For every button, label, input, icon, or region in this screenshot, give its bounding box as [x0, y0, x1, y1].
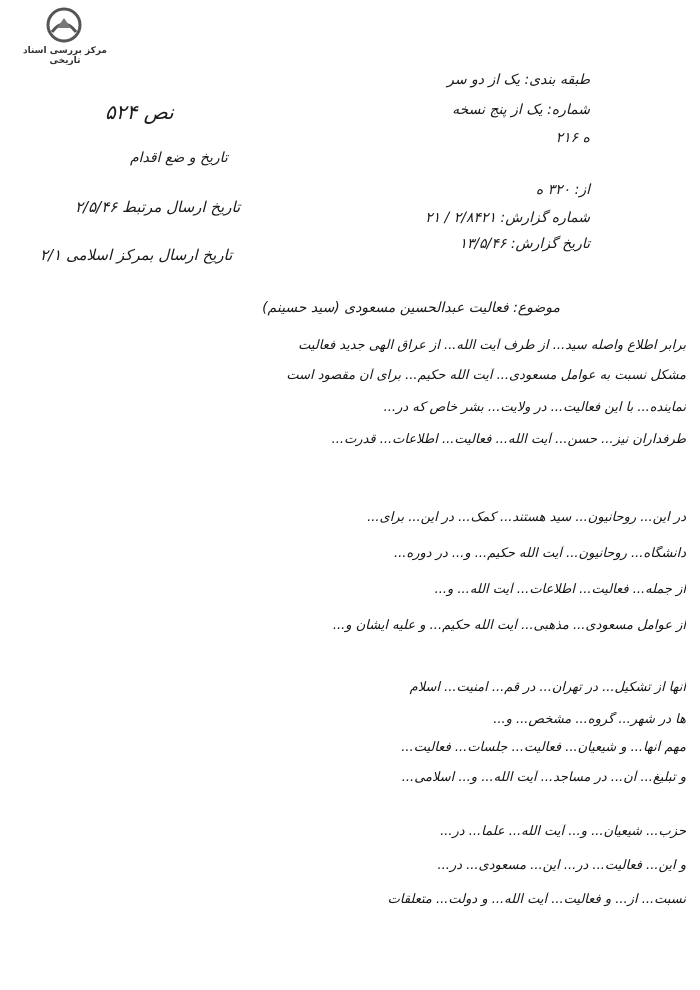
subject-line: موضوع: فعالیت عبدالحسین مسعودی (سید حسینم): [262, 300, 560, 316]
body-line: حزب... شیعیان... و... آیت الله... علما... در...: [440, 824, 686, 839]
body-line: مهم آنها... و شیعیان... فعالیت... جلسات... فعالیت...: [401, 740, 686, 755]
body-line: در این... روحانیون... سید هستند... کمک... در این... برای...: [367, 510, 686, 525]
archive-emblem-icon: [43, 6, 85, 44]
forward-date-line: تاریخ ارسال مرتبط ۲/۵/۴۶: [75, 198, 241, 216]
body-line: برابر اطلاع واصله سید... از طرف آیت الله... از عراق الهی جدید فعالیت: [298, 338, 686, 353]
body-line: نسبت... از... و فعالیت... آیت الله... و دولت... متعلقات: [387, 892, 686, 907]
body-line: از عوامل مسعودی... مذهبی... آیت الله حکیم... و علیه ایشان و...: [332, 618, 686, 633]
body-line: مشکل نسبت به عوامل مسعودی... آیت الله حکیم... برای آن مقصود است: [286, 368, 686, 383]
body-line: آنها از تشکیل... در تهران... در قم... امنیت... اسلام: [409, 680, 686, 695]
header-ref: ه ۲۱۶: [555, 130, 590, 146]
body-line: طرفداران نیز... حسن... آیت الله... فعالیت... اطلاعات... قدرت...: [331, 432, 686, 447]
document-number: نص ۵۲۴: [105, 100, 174, 124]
body-line: و این... فعالیت... در... این... مسعودی... در...: [437, 858, 686, 873]
archive-logo: [10, 6, 120, 64]
header-classification: طبقه بندی: یک از دو سر: [447, 72, 590, 88]
body-line: نماینده... با این فعالیت... در ولایت... بشر خاص که در...: [383, 400, 686, 415]
header-report-number: شماره گزارش: ۲/۸۴۲۱ / ۲۱: [425, 210, 590, 226]
header-copy-number: شماره: یک از پنج نسخه: [452, 102, 590, 118]
body-line: و تبلیغ... آن... در مساجد... آیت الله... و... اسلامی...: [401, 770, 686, 785]
center-forward-date-line: تاریخ ارسال بمرکز اسلامی ۲/۱: [40, 246, 233, 264]
header-from: از: ۳۲۰ ه: [535, 182, 590, 198]
body-line: از جمله... فعالیت... اطلاعات... آیت الله... و...: [434, 582, 686, 597]
body-line: ها در شهر... گروه... مشخص... و...: [493, 712, 686, 727]
body-line: دانشگاه... روحانیون... آیت الله حکیم... و... در دوره...: [394, 546, 686, 561]
watermark-text: مرکز بررسی اسناد تاریخی: [23, 46, 107, 66]
header-report-date: تاریخ گزارش: ۱۳/۵/۴۶: [459, 236, 590, 252]
action-date-line: تاریخ و ضع اقدام: [130, 150, 228, 166]
